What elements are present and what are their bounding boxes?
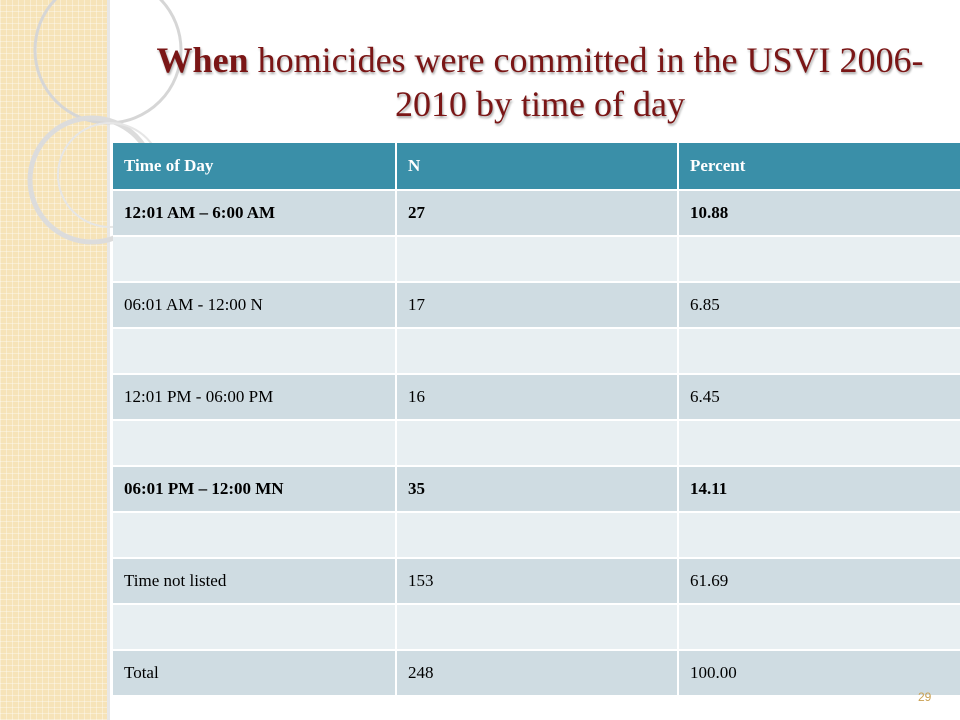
table-row-empty — [113, 604, 960, 650]
header-n: N — [396, 143, 678, 190]
cell-n — [396, 512, 678, 558]
header-percent: Percent — [678, 143, 960, 190]
cell-percent: 6.85 — [678, 282, 960, 328]
cell-n: 27 — [396, 190, 678, 236]
cell-n — [396, 328, 678, 374]
cell-n — [396, 420, 678, 466]
cell-percent — [678, 604, 960, 650]
cell-time: Time not listed — [113, 558, 396, 604]
cell-n — [396, 236, 678, 282]
page-number: 29 — [918, 690, 932, 704]
table-row-empty — [113, 420, 960, 466]
cell-time: 06:01 PM – 12:00 MN — [113, 466, 396, 512]
cell-time — [113, 512, 396, 558]
cell-time — [113, 236, 396, 282]
cell-percent: 6.45 — [678, 374, 960, 420]
cell-time: 06:01 AM - 12:00 N — [113, 282, 396, 328]
cell-time: Total — [113, 650, 396, 695]
table-row — [113, 374, 960, 420]
cell-n: 17 — [396, 282, 678, 328]
cell-time — [113, 420, 396, 466]
cell-percent — [678, 512, 960, 558]
table-row-empty — [113, 328, 960, 374]
table-row-empty — [113, 512, 960, 558]
table-row-empty — [113, 236, 960, 282]
title-emphasis: When — [156, 40, 249, 80]
cell-percent — [678, 328, 960, 374]
cell-percent: 100.00 — [678, 650, 960, 695]
table-row — [113, 558, 960, 604]
cell-n: 153 — [396, 558, 678, 604]
slide-title — [150, 38, 930, 126]
cell-time — [113, 328, 396, 374]
cell-percent — [678, 236, 960, 282]
table-row — [113, 282, 960, 328]
table-header-row — [113, 143, 960, 190]
cell-n — [396, 604, 678, 650]
cell-time — [113, 604, 396, 650]
cell-n: 248 — [396, 650, 678, 695]
table-row — [113, 466, 960, 512]
cell-percent: 14.11 — [678, 466, 960, 512]
cell-time: 12:01 PM - 06:00 PM — [113, 374, 396, 420]
table-row — [113, 190, 960, 236]
header-time-of-day: Time of Day — [113, 143, 396, 190]
cell-n: 35 — [396, 466, 678, 512]
cell-n: 16 — [396, 374, 678, 420]
cell-percent — [678, 420, 960, 466]
table-row-total — [113, 650, 960, 695]
cell-time: 12:01 AM – 6:00 AM — [113, 190, 396, 236]
cell-percent: 10.88 — [678, 190, 960, 236]
cell-percent: 61.69 — [678, 558, 960, 604]
homicide-time-table — [113, 143, 960, 695]
title-text: homicides were committed in the USVI 2006-2010 by time of day — [248, 40, 924, 124]
